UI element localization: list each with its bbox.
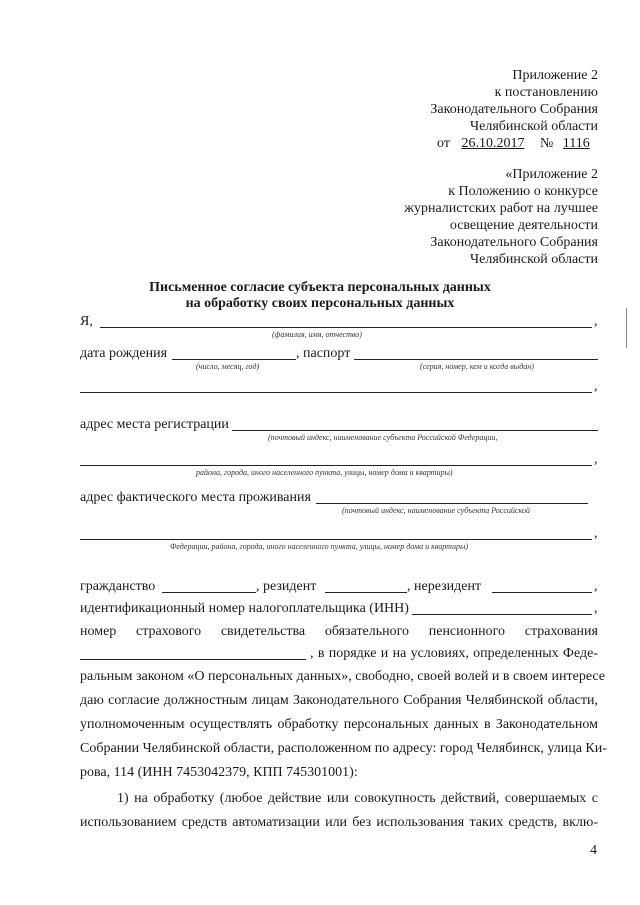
comma: , <box>594 379 598 394</box>
resident-label: , резидент <box>256 579 317 594</box>
comma: , <box>594 579 598 594</box>
appendix-line1: Приложение 2 <box>512 68 598 83</box>
actual-caption1: (почтовый индекс, наименование субъекта Российской <box>342 506 530 515</box>
body-line3: даю согласие должностным лицам Законодательного Собрания Челябинской области, <box>80 693 598 708</box>
passport-caption: (серия, номер, кем и когда выдан) <box>420 362 534 371</box>
regulation-line1: «Приложение 2 <box>505 167 598 182</box>
fio-field-line[interactable] <box>100 327 592 328</box>
comma: , <box>594 526 598 541</box>
appendix-line4: Челябинской области <box>470 119 598 134</box>
body-line1: , в порядке и на условиях, определенных Феде- <box>310 646 598 661</box>
passport-continued-line[interactable] <box>80 392 592 393</box>
snils-word: страхового <box>136 624 202 639</box>
citizenship-field-line[interactable] <box>162 592 256 593</box>
regulation-line3: журналистских работ на лучшее <box>404 201 598 216</box>
item1-line1: 1) на обработку (любое действие или совокупность действий, совершаемых с <box>117 791 598 806</box>
item1-line2: использованием средств автоматизации или без использования таких средств, вклю- <box>80 815 598 830</box>
regulation-line6: Челябинской области <box>470 252 598 267</box>
document-title-line1: Письменное согласие субъекта персональных данных <box>149 280 491 295</box>
reg-caption2: района, города, иного населенного пункта, улицы, номер дома и квартиры) <box>196 468 453 477</box>
document-title-line2: на обработку своих персональных данных <box>185 296 455 311</box>
snils-word: обязательного <box>324 624 410 639</box>
snils-word: свидетельства <box>220 624 306 639</box>
reg-label: адрес места регистрации <box>80 417 229 432</box>
regulation-line2: к Положению о конкурсе <box>448 184 598 199</box>
decree-number: 1116 <box>562 136 590 151</box>
passport-label: , паспорт <box>296 346 351 361</box>
regulation-line5: Законодательного Собрания <box>430 235 598 250</box>
birth-caption: (число, месяц, год) <box>196 362 260 371</box>
reg-address-continued-line[interactable] <box>80 465 592 466</box>
scan-artifact-mark <box>626 308 627 348</box>
actual-address-field-line[interactable] <box>316 503 588 504</box>
snils-label <box>80 624 598 640</box>
birth-date-field-line[interactable] <box>172 359 296 360</box>
reg-address-field-line[interactable] <box>232 430 598 431</box>
actual-address-continued-line[interactable] <box>80 539 592 540</box>
body-line6: рова, 114 (ИНН 7453042379, КПП 745301001): <box>80 765 358 780</box>
regulation-line4: освещение деятельности <box>449 218 598 233</box>
page-number: 4 <box>590 843 597 858</box>
birth-label: дата рождения <box>80 346 168 361</box>
decree-date: 26.10.2017 <box>461 136 525 151</box>
nonresident-field-line[interactable] <box>492 592 592 593</box>
actual-label: адрес фактического места проживания <box>80 490 311 505</box>
actual-caption2: Федерации, района, города, иного населенного пункта, улицы, номер дома и квартиры) <box>170 542 469 551</box>
citizenship-label: гражданство <box>80 579 156 594</box>
snils-word: пенсионного <box>428 624 506 639</box>
body-line4: уполномоченным осуществлять обработку персональных данных в Законодательном <box>80 717 598 732</box>
comma: , <box>594 601 598 616</box>
comma: , <box>594 452 598 467</box>
nonresident-label: , нерезидент <box>407 579 482 594</box>
reg-caption1: (почтовый индекс, наименование субъекта Российской Федерации, <box>268 433 498 442</box>
body-line5: Собрании Челябинской области, расположенном по адресу: город Челябинск, улица Ки- <box>80 741 607 756</box>
appendix-line2: к постановлению <box>494 85 598 100</box>
i-label: Я, <box>80 314 93 329</box>
body-line2: ральным законом «О персональных данных», свободно, своей волей и в своем интересе <box>80 669 605 684</box>
number-label: № <box>539 136 554 151</box>
fio-caption: (фамилия, имя, отчество) <box>272 330 362 339</box>
snils-word: страхования <box>524 624 598 639</box>
from-label: от <box>437 136 450 151</box>
snils-word: номер <box>80 624 117 639</box>
comma: , <box>594 314 598 329</box>
inn-field-line[interactable] <box>412 614 592 615</box>
snils-field-line[interactable] <box>80 659 306 660</box>
resident-field-line[interactable] <box>325 592 407 593</box>
appendix-line3: Законодательного Собрания <box>430 102 598 117</box>
appendix-date-line <box>437 136 596 152</box>
inn-label: идентификационный номер налогоплательщика (ИНН) <box>80 601 409 616</box>
passport-field-line[interactable] <box>354 359 598 360</box>
